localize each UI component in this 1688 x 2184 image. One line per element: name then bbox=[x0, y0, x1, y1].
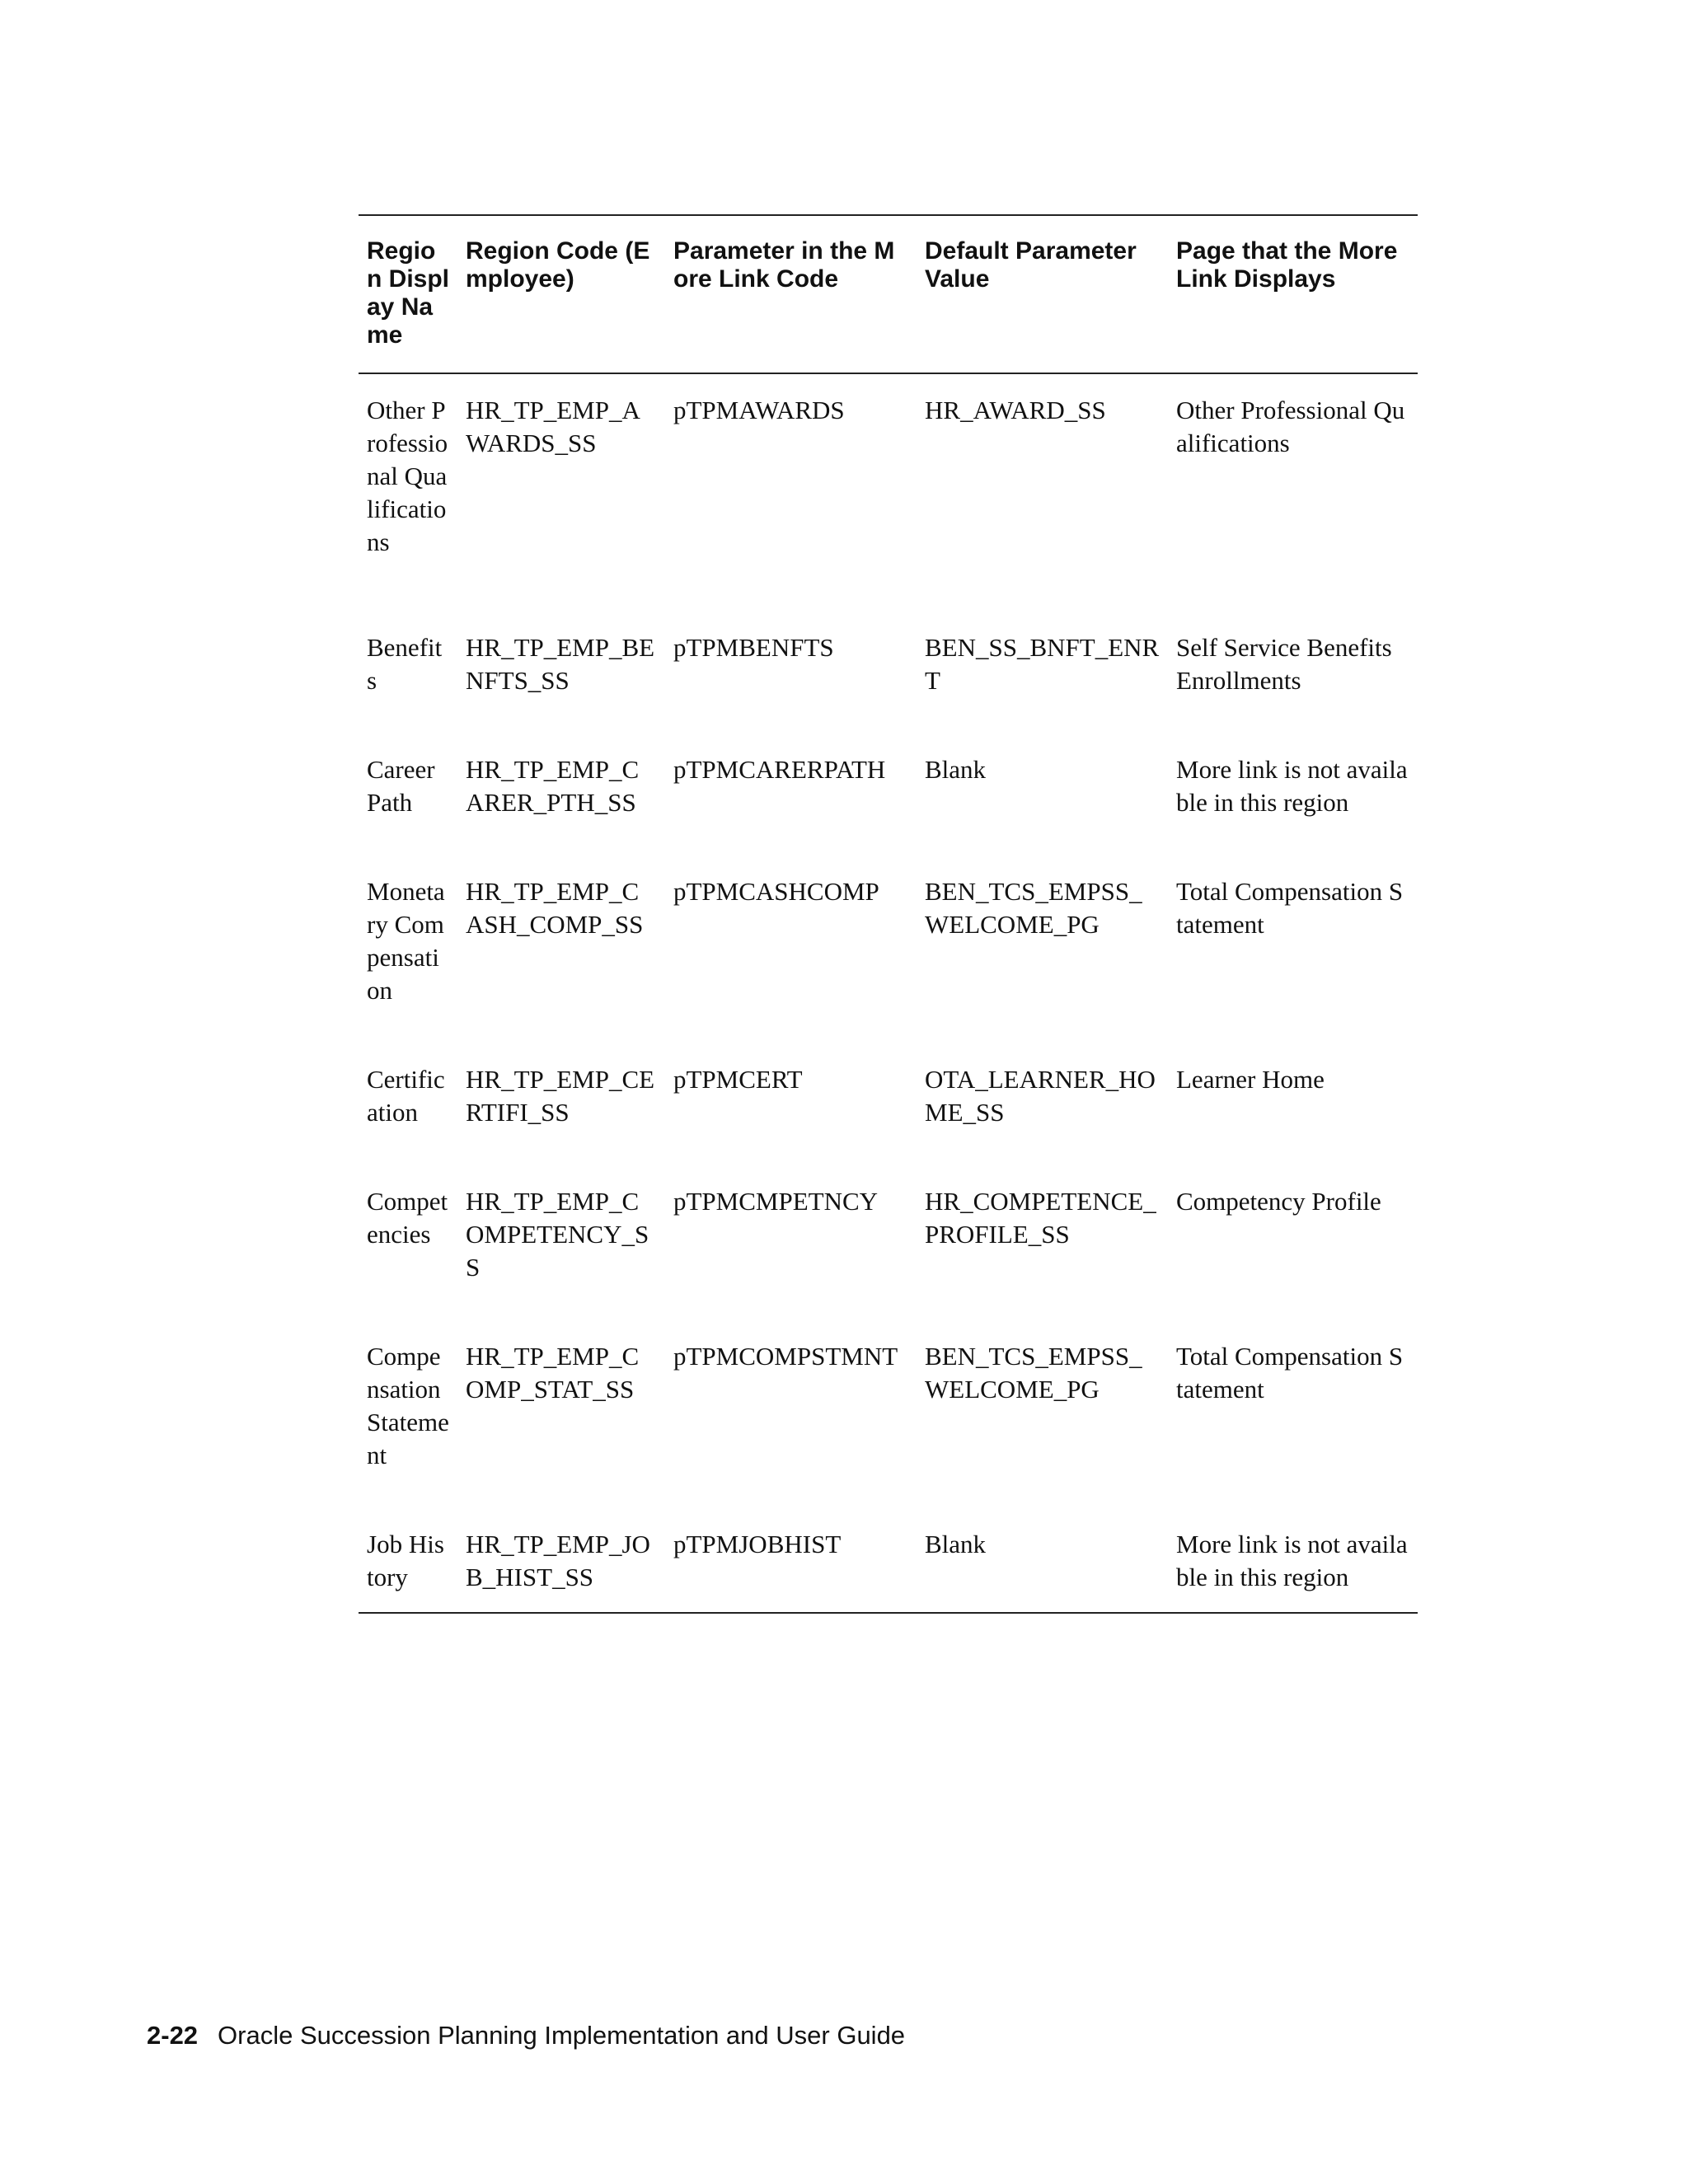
cell-page-displayed: More link is not available in this region bbox=[1176, 1530, 1408, 1591]
cell-parameter: pTPMCMPETNCY bbox=[673, 1187, 879, 1216]
table-row bbox=[359, 373, 1418, 595]
cell-region-code: HR_TP_EMP_CASH_COMP_SS bbox=[466, 877, 644, 939]
region-parameter-table bbox=[359, 214, 1418, 1614]
header-region-code: Region Code (Employee) bbox=[466, 237, 650, 293]
cell-region-code: HR_TP_EMP_AWARDS_SS bbox=[466, 396, 640, 457]
cell-region-display-name: Certification bbox=[367, 1065, 445, 1127]
page-number: 2-22 bbox=[147, 2021, 199, 2050]
table-row bbox=[359, 1027, 1418, 1149]
cell-region-display-name: Competencies bbox=[367, 1187, 448, 1249]
cell-default-value: Blank bbox=[925, 755, 987, 784]
cell-default-value: HR_COMPETENCE_PROFILE_SS bbox=[925, 1187, 1156, 1249]
cell-default-value: BEN_TCS_EMPSS_WELCOME_PG bbox=[925, 877, 1142, 939]
cell-region-display-name: Monetary Compensation bbox=[367, 877, 445, 1005]
cell-default-value: BEN_TCS_EMPSS_WELCOME_PG bbox=[925, 1342, 1142, 1404]
cell-parameter: pTPMBENFTS bbox=[673, 633, 834, 662]
cell-parameter: pTPMCERT bbox=[673, 1065, 803, 1094]
cell-default-value: OTA_LEARNER_HOME_SS bbox=[925, 1065, 1156, 1127]
cell-region-display-name: Job History bbox=[367, 1530, 444, 1591]
cell-page-displayed: Learner Home bbox=[1176, 1065, 1325, 1094]
table-body bbox=[359, 373, 1418, 1613]
table-row bbox=[359, 1304, 1418, 1492]
cell-page-displayed: Competency Profile bbox=[1176, 1187, 1381, 1216]
table-row bbox=[359, 839, 1418, 1027]
page-footer bbox=[147, 2019, 905, 2052]
cell-default-value: BEN_SS_BNFT_ENRT bbox=[925, 633, 1160, 695]
cell-default-value: Blank bbox=[925, 1530, 987, 1558]
header-row bbox=[359, 215, 1418, 373]
cell-region-code: HR_TP_EMP_COMPETENCY_SS bbox=[466, 1187, 649, 1282]
cell-region-code: HR_TP_EMP_CERTIFI_SS bbox=[466, 1065, 655, 1127]
table-row bbox=[359, 717, 1418, 839]
table-row bbox=[359, 1149, 1418, 1304]
cell-page-displayed: Self Service Benefits Enrollments bbox=[1176, 633, 1392, 695]
cell-region-display-name: Career Path bbox=[367, 755, 435, 817]
cell-parameter: pTPMCASHCOMP bbox=[673, 877, 879, 906]
cell-parameter: pTPMAWARDS bbox=[673, 396, 845, 424]
cell-parameter: pTPMCARERPATH bbox=[673, 755, 886, 784]
cell-region-display-name: Compensation Statement bbox=[367, 1342, 449, 1469]
cell-region-display-name: Other Professional Qualifications bbox=[367, 396, 448, 556]
book-title: Oracle Succession Planning Implementation and User Guide bbox=[218, 2021, 906, 2050]
cell-region-code: HR_TP_EMP_BENFTS_SS bbox=[466, 633, 655, 695]
cell-default-value: HR_AWARD_SS bbox=[925, 396, 1106, 424]
cell-page-displayed: Other Professional Qualifications bbox=[1176, 396, 1405, 457]
cell-parameter: pTPMJOBHIST bbox=[673, 1530, 842, 1558]
table-row bbox=[359, 1492, 1418, 1613]
header-parameter: Parameter in the More Link Code bbox=[673, 237, 895, 293]
cell-region-code: HR_TP_EMP_CARER_PTH_SS bbox=[466, 755, 640, 817]
table-header bbox=[359, 215, 1418, 373]
cell-page-displayed: Total Compensation Statement bbox=[1176, 1342, 1404, 1404]
cell-region-code: HR_TP_EMP_COMP_STAT_SS bbox=[466, 1342, 640, 1404]
cell-parameter: pTPMCOMPSTMNT bbox=[673, 1342, 898, 1371]
cell-region-code: HR_TP_EMP_JOB_HIST_SS bbox=[466, 1530, 650, 1591]
cell-region-display-name: Benefits bbox=[367, 633, 443, 695]
header-page-displayed: Page that the More Link Displays bbox=[1176, 237, 1398, 293]
cell-page-displayed: Total Compensation Statement bbox=[1176, 877, 1404, 939]
cell-page-displayed: More link is not available in this region bbox=[1176, 755, 1408, 817]
table-row bbox=[359, 595, 1418, 717]
header-default-value: Default Parameter Value bbox=[925, 237, 1137, 293]
header-region-display-name: Region Display Name bbox=[367, 237, 450, 349]
